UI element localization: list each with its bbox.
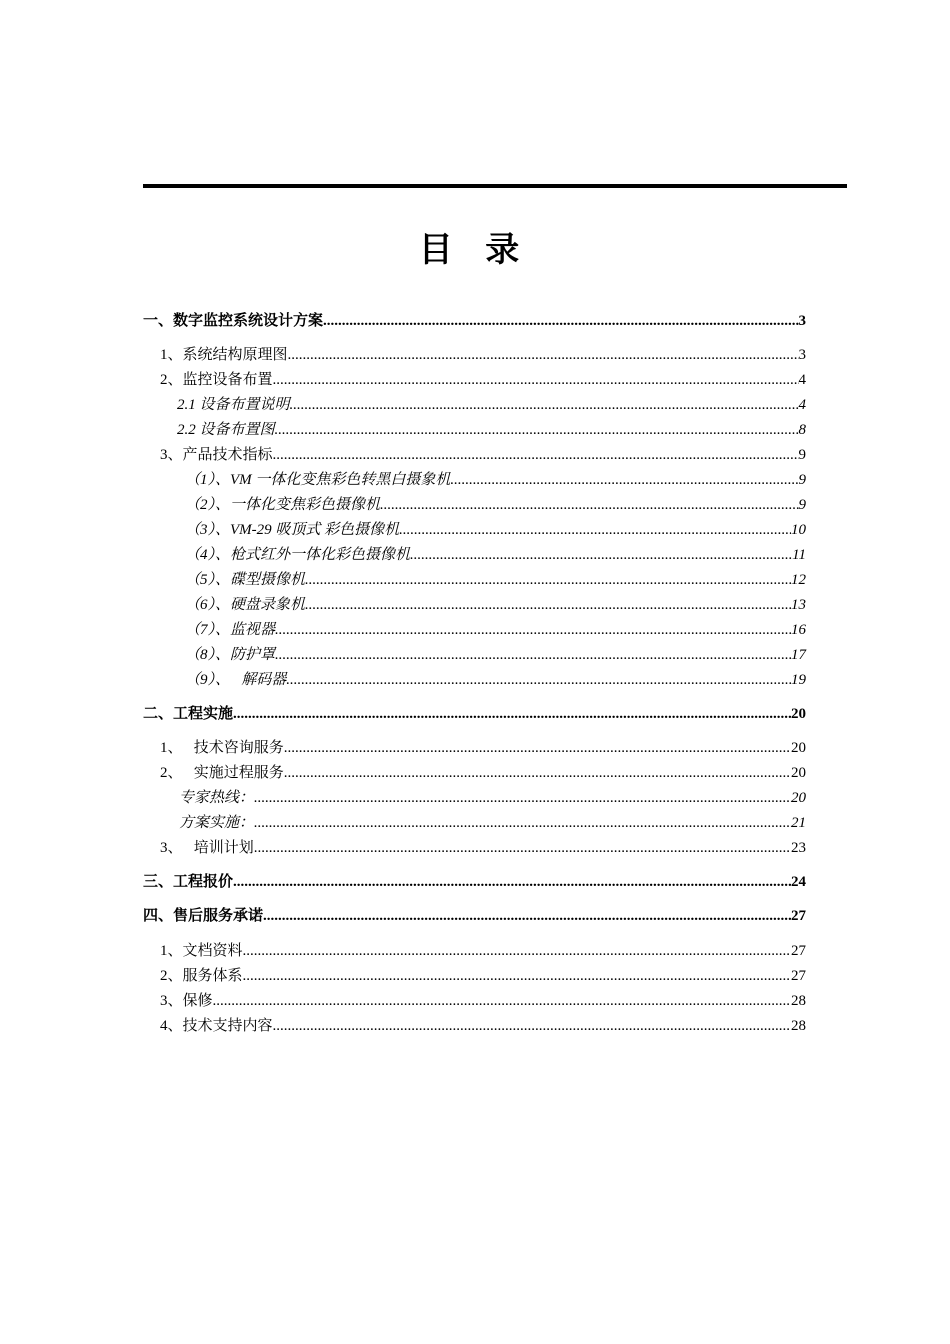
toc-entry-level1[interactable]	[143, 871, 806, 893]
toc-entry-page: 9	[798, 447, 806, 463]
toc-entry-level2[interactable]	[160, 1015, 806, 1037]
toc-entry-level2[interactable]	[160, 965, 806, 987]
toc-entry-page: 17	[791, 647, 806, 663]
toc-entry-label: （3）、VM-29 吸顶式 彩色摄像机	[185, 522, 400, 538]
toc-entry-level2[interactable]	[160, 990, 806, 1012]
toc-leader-dots	[410, 544, 792, 566]
toc-entry-label: 3、产品技术指标	[160, 447, 273, 463]
toc-entry-label: 2、监控设备布置	[160, 372, 273, 388]
toc-entry-label: （1）、VM 一体化变焦彩色转黑白摄象机	[185, 472, 451, 488]
toc-leader-dots	[450, 469, 798, 491]
toc-leader-dots	[275, 619, 791, 641]
toc-entry-page: 3	[798, 313, 806, 329]
toc-entry-level2[interactable]	[160, 344, 806, 366]
toc-entry-level3[interactable]	[185, 619, 806, 641]
toc-leader-dots	[254, 837, 791, 859]
toc-entry-label: 2.1 设备布置说明	[177, 397, 290, 413]
toc-entry-label: （2）、一体化变焦彩色摄像机	[185, 497, 381, 513]
toc-entry-level2[interactable]	[160, 940, 806, 962]
toc-leader-dots	[273, 1015, 791, 1037]
toc-entry-label: 四、售后服务承诺	[143, 908, 264, 924]
toc-entry-page: 19	[791, 672, 806, 688]
toc-leader-dots	[380, 494, 798, 516]
toc-entry-label: 3、保修	[160, 993, 213, 1009]
toc-entry-page: 24	[791, 874, 806, 890]
toc-entry-page: 23	[791, 840, 806, 856]
toc-entry-level3[interactable]	[185, 644, 806, 666]
toc-entry-label: （8）、防护罩	[185, 647, 276, 663]
toc-entry-page: 9	[798, 497, 806, 513]
toc-entry-level1[interactable]	[143, 905, 806, 927]
toc-entry-level2[interactable]	[160, 369, 806, 391]
toc-entry-label: 2、 实施过程服务	[160, 765, 284, 781]
toc-entry-level3[interactable]	[185, 594, 806, 616]
toc-entry-label: 3、 培训计划	[160, 840, 254, 856]
toc-entry-level3[interactable]	[177, 419, 806, 441]
toc-entry-label: 2.2 设备布置图	[177, 422, 275, 438]
toc-entry-level3[interactable]	[185, 519, 806, 541]
toc-entry-level1[interactable]	[143, 703, 806, 725]
toc-entry-page: 27	[791, 943, 806, 959]
toc-leader-dots	[213, 990, 791, 1012]
toc-entry-label: （4）、枪式红外一体化彩色摄像机	[185, 547, 411, 563]
toc-entry-label: （5）、碟型摄像机	[185, 572, 306, 588]
toc-entry-label: 1、 技术咨询服务	[160, 740, 284, 756]
toc-entry-level3[interactable]	[185, 669, 806, 691]
toc-entry-level3[interactable]	[185, 569, 806, 591]
toc-entry-label: 三、工程报价	[143, 874, 234, 890]
toc-entry-page: 11	[792, 547, 806, 563]
toc-leader-dots	[286, 669, 791, 691]
toc-entry-page: 28	[791, 1018, 806, 1034]
toc-entry-page: 16	[791, 622, 806, 638]
toc-entry-label: 二、工程实施	[143, 706, 234, 722]
toc-leader-dots	[288, 344, 799, 366]
toc-entry-label: 一、数字监控系统设计方案	[143, 313, 324, 329]
toc-entry-level3[interactable]	[179, 812, 806, 834]
toc-leader-dots	[399, 519, 791, 541]
toc-entry-level1[interactable]	[143, 310, 806, 332]
toc-entry-page: 21	[791, 815, 806, 831]
toc-entry-level3[interactable]	[185, 469, 806, 491]
toc-entry-page: 20	[791, 790, 806, 806]
toc-entry-page: 13	[791, 597, 806, 613]
toc-leader-dots	[263, 905, 791, 927]
toc-entry-page: 10	[791, 522, 806, 538]
toc-leader-dots	[305, 594, 791, 616]
toc-entry-page: 28	[791, 993, 806, 1009]
toc-entry-page: 3	[798, 347, 806, 363]
toc-entry-label: （9）、 解码器	[185, 672, 287, 688]
toc-entry-page: 20	[791, 765, 806, 781]
toc-leader-dots	[290, 394, 799, 416]
toc-leader-dots	[273, 444, 799, 466]
toc-entry-label: 2、服务体系	[160, 968, 243, 984]
toc-entry-page: 27	[791, 908, 806, 924]
toc-entry-page: 12	[791, 572, 806, 588]
toc-entry-page: 9	[798, 472, 806, 488]
toc-entry-level2[interactable]	[160, 837, 806, 859]
toc-entry-level2[interactable]	[160, 444, 806, 466]
toc-entry-label: （7）、监视器	[185, 622, 276, 638]
toc-entry-page: 27	[791, 968, 806, 984]
toc-leader-dots	[273, 369, 799, 391]
toc-leader-dots	[305, 569, 791, 591]
toc-entry-label: 4、技术支持内容	[160, 1018, 273, 1034]
toc-leader-dots	[254, 787, 791, 809]
toc-leader-dots	[275, 644, 791, 666]
toc-leader-dots	[254, 812, 791, 834]
toc-leader-dots	[233, 703, 791, 725]
toc-entry-page: 20	[791, 706, 806, 722]
toc-entry-label: 1、系统结构原理图	[160, 347, 288, 363]
toc-entry-label: 方案实施：	[179, 815, 255, 831]
toc-leader-dots	[284, 762, 791, 784]
toc-entry-level3[interactable]	[185, 494, 806, 516]
toc-leader-dots	[284, 737, 791, 759]
page-title: 目 录	[418, 232, 532, 269]
toc-leader-dots	[243, 940, 791, 962]
toc-entry-page: 20	[791, 740, 806, 756]
toc-leader-dots	[233, 871, 791, 893]
toc-entry-level3[interactable]	[185, 544, 806, 566]
toc-entry-page: 4	[798, 397, 806, 413]
toc-entry-label: （6）、硬盘录象机	[185, 597, 306, 613]
toc-entry-level3[interactable]	[179, 787, 806, 809]
toc-leader-dots	[243, 965, 791, 987]
header-rule	[143, 184, 847, 188]
toc-leader-dots	[275, 419, 799, 441]
toc-entry-level3[interactable]	[177, 394, 806, 416]
toc-entry-level2[interactable]	[160, 737, 806, 759]
toc-entry-level2[interactable]	[160, 762, 806, 784]
toc-entry-label: 专家热线：	[179, 790, 255, 806]
toc-entry-page: 8	[798, 422, 806, 438]
toc-entry-page: 4	[798, 372, 806, 388]
toc-leader-dots	[323, 310, 798, 332]
toc-entry-label: 1、文档资料	[160, 943, 243, 959]
